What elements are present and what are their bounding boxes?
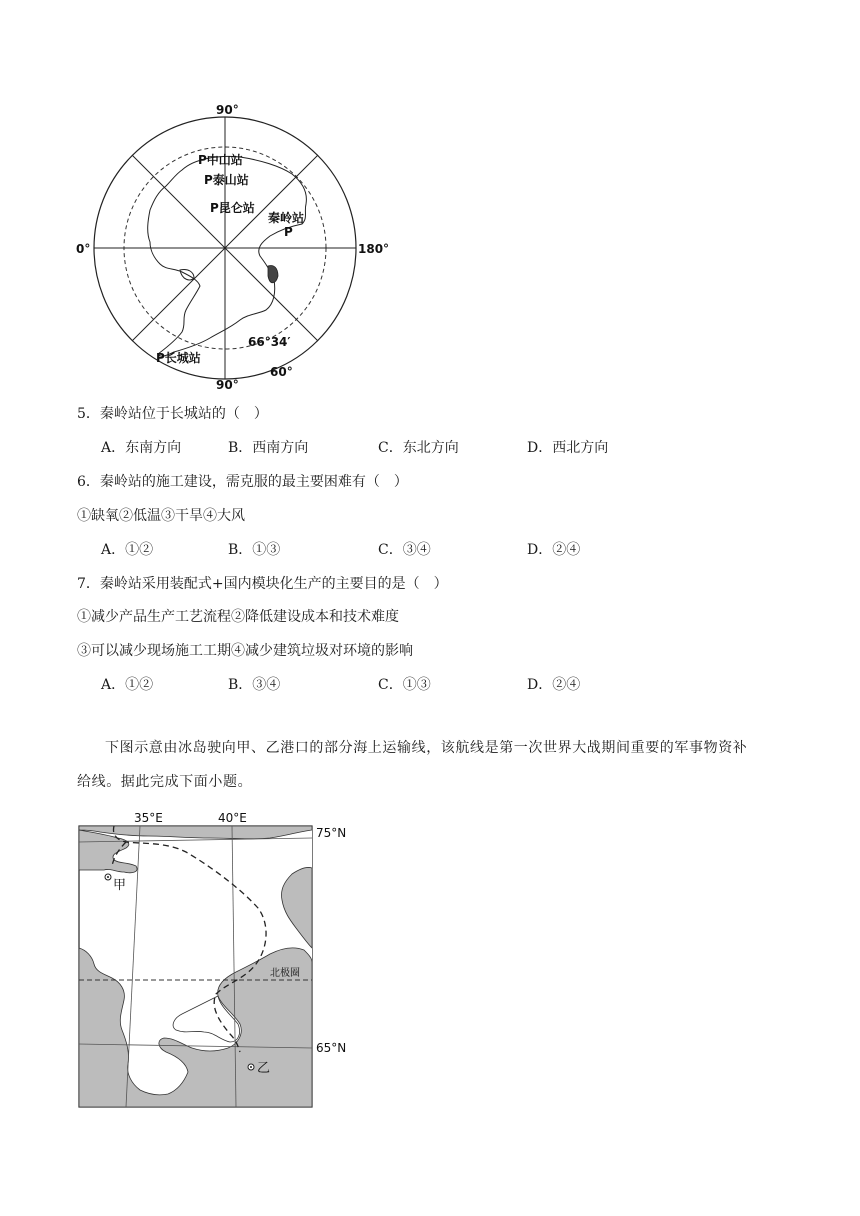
white-sea-route-map xyxy=(70,808,360,1113)
q5-option-a[interactable]: A．东南方向 xyxy=(101,440,182,456)
question-7-items-2: ③可以减少现场施工工期④减少建筑垃圾对环境的影响 xyxy=(77,643,413,659)
label-lon-35e: 35°E xyxy=(134,811,163,825)
q7-option-b[interactable]: B．③④ xyxy=(228,677,281,693)
station-qinling: 秦岭站 xyxy=(268,211,305,225)
label-arctic-circle: 北极圈 xyxy=(270,968,300,979)
question-5-stem: 5．秦岭站位于长城站的（ ） xyxy=(77,406,268,422)
label-port-yi: 乙 xyxy=(257,1061,271,1076)
coast-detail xyxy=(268,265,278,282)
q6-option-b[interactable]: B．①③ xyxy=(228,542,281,558)
station-taishan: P泰山站 xyxy=(204,173,249,187)
label-lon-bottom: 90° xyxy=(216,378,239,390)
station-qinling-marker: P xyxy=(284,225,293,239)
label-lat-circle: 66°34′ xyxy=(248,335,291,349)
q5-option-d[interactable]: D．西北方向 xyxy=(527,440,609,456)
q7-option-a[interactable]: A．①② xyxy=(101,677,154,693)
q6-option-a[interactable]: A．①② xyxy=(101,542,154,558)
label-lon-top: 90° xyxy=(216,103,239,117)
question-6-items: ①缺氧②低温③干旱④大风 xyxy=(77,508,245,524)
q5-option-b[interactable]: B．西南方向 xyxy=(228,440,309,456)
antarctica-map xyxy=(70,100,400,390)
passage-line-2: 给线。据此完成下面小题。 xyxy=(77,774,253,790)
station-zhongshan: P中山站 xyxy=(198,153,243,167)
label-lon-left: 0° xyxy=(76,242,91,256)
q7-option-d[interactable]: D．②④ xyxy=(527,677,581,693)
label-lon-right: 180° xyxy=(358,242,390,256)
question-7-stem: 7．秦岭站采用装配式+国内模块化生产的主要目的是（ ） xyxy=(77,576,448,592)
label-lat-75n: 75°N xyxy=(316,826,347,840)
question-6-stem: 6．秦岭站的施工建设，需克服的最主要困难有（ ） xyxy=(77,474,408,490)
label-lon-40e: 40°E xyxy=(218,811,247,825)
q6-option-d[interactable]: D．②④ xyxy=(527,542,581,558)
label-lat-65n: 65°N xyxy=(316,1041,347,1055)
station-changcheng: P长城站 xyxy=(156,351,201,365)
passage-line-1: 下图示意由冰岛驶向甲、乙港口的部分海上运输线，该航线是第一次世界大战期间重要的军事物资补 xyxy=(105,740,748,756)
label-port-jia: 甲 xyxy=(113,878,127,893)
question-7-items-1: ①减少产品生产工艺流程②降低建设成本和技术难度 xyxy=(77,609,399,625)
q5-option-c[interactable]: C．东北方向 xyxy=(378,440,459,456)
port-yi-dot xyxy=(250,1066,252,1068)
label-lon-60: 60° xyxy=(270,365,293,379)
q7-option-c[interactable]: C．①③ xyxy=(378,677,431,693)
port-jia-dot xyxy=(107,876,109,878)
q6-option-c[interactable]: C．③④ xyxy=(378,542,431,558)
station-kunlun: P昆仑站 xyxy=(210,201,255,215)
